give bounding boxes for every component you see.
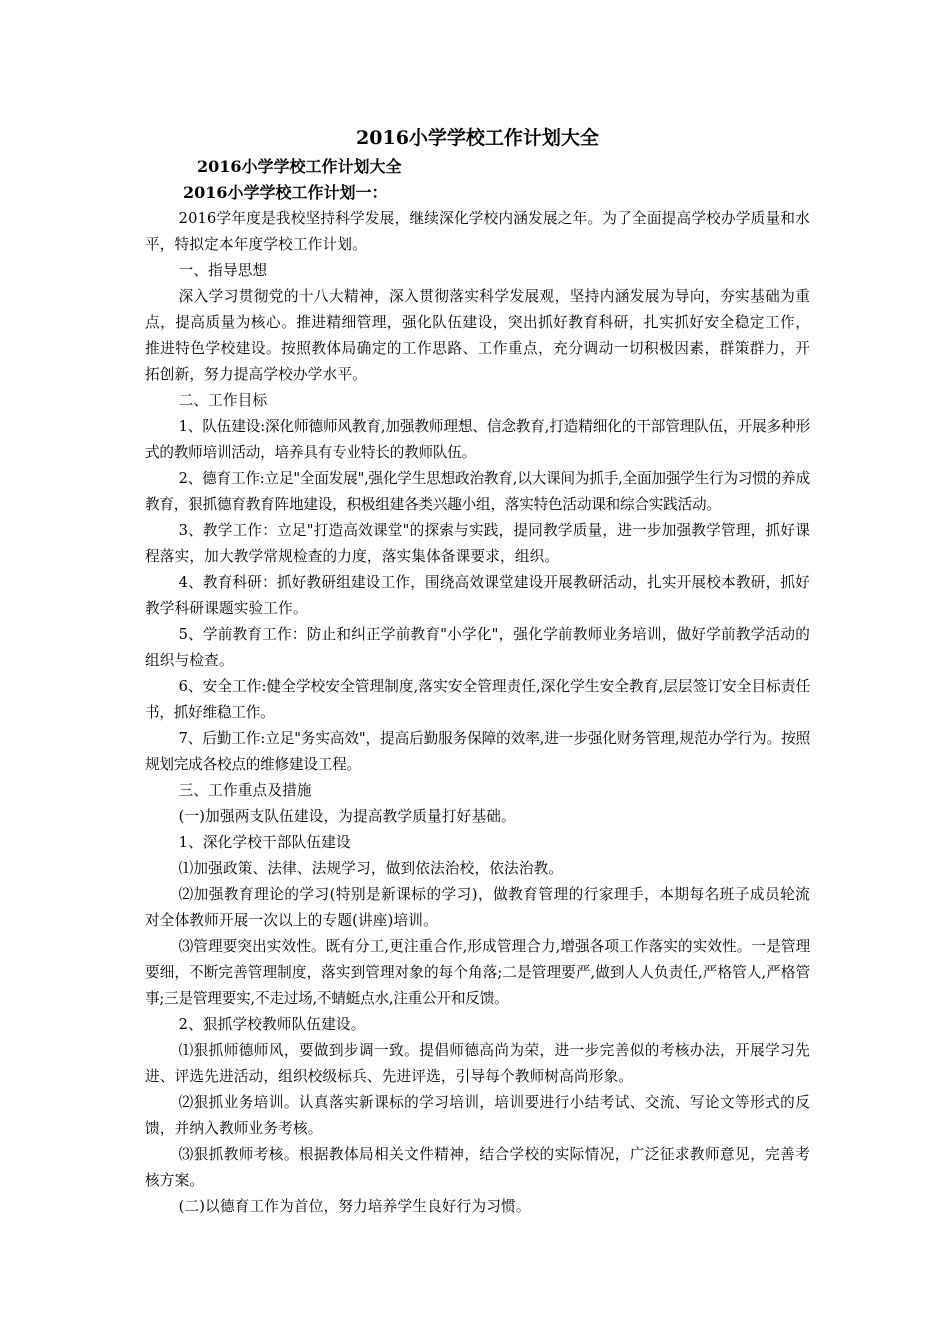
measure-subheading: 2、狠抓学校教师队伍建设。 xyxy=(178,1016,366,1033)
section-heading-goals: 二、工作目标 xyxy=(178,392,268,409)
goal-item: 3、教学工作：立足"打造高效课堂"的探索与实践，提同教学质量，进一步加强教学管理，抓好课程落实，加大教学常规检查的力度，落实集体备课要求，组织。 xyxy=(145,522,810,565)
goal-item: 2、德育工作:立足"全面发展",强化学生思想政治教育,以大课间为抓手,全面加强学生行为习惯的养成教育，狠抓德育教育阵地建设，积极组建各类兴趣小组，落实特色活动课和综合实践活动。 xyxy=(145,470,810,513)
paragraph-guiding: 深入学习贯彻党的十八大精神，深入贯彻落实科学发展观，坚持内涵发展为导向，夯实基础为重点，提高质量为核心。推进精细管理，强化队伍建设，突出抓好教育科研，扎实抓好安全稳定工作，推进特色学校建设。按照教体局确定的工作思路、工作重点，充分调动一切积极因素，群策群力，开拓创新，努力提高学校办学水平。 xyxy=(145,288,810,383)
document-subtitle: 2016小学学校工作计划大全 xyxy=(197,157,402,176)
measure-heading: (一)加强两支队伍建设，为提高教学质量打好基础。 xyxy=(178,808,516,825)
measure-item: ⑵加强教育理论的学习(特别是新课标的学习)，做教育管理的行家理手，本期每名班子成员轮流对全体教师开展一次以上的专题(讲座)培训。 xyxy=(145,886,810,929)
measure-subheading: 1、深化学校干部队伍建设 xyxy=(178,834,351,851)
measure-heading: (二)以德育工作为首位，努力培养学生良好行为习惯。 xyxy=(178,1198,531,1215)
document-title: 2016小学学校工作计划大全 xyxy=(356,127,599,149)
goal-item: 5、学前教育工作：防止和纠正学前教育"小学化"，强化学前教师业务培训，做好学前教学活动的组织与检查。 xyxy=(145,626,810,669)
measure-item: ⑵狠抓业务培训。认真落实新课标的学习培训，培训要进行小结考试、交流、写论文等形式的反馈，并纳入教师业务考核。 xyxy=(145,1094,810,1137)
plan-heading: 2016小学学校工作计划一： xyxy=(183,183,388,202)
paragraph-intro: 2016学年度是我校坚持科学发展，继续深化学校内涵发展之年。为了全面提高学校办学质量和水平，特拟定本年度学校工作计划。 xyxy=(145,210,810,253)
measure-item: ⑴狠抓师德师风，要做到步调一致。提倡师德高尚为荣，进一步完善似的考核办法，开展学习先进、评选先进活动，组织校级标兵、先进评选，引导每个教师树高尚形象。 xyxy=(145,1042,810,1085)
section-heading-measures: 三、工作重点及措施 xyxy=(178,782,312,799)
measure-item: ⑶管理要突出实效性。既有分工,更注重合作,形成管理合力,增强各项工作落实的实效性。一是管理要细，不断完善管理制度，落实到管理对象的每个角落;二是管理要严,做到人人负责任,严格管人,严格管事;三是管理要实,不走过场,不蜻蜓点水,注重公开和反馈。 xyxy=(145,938,810,1007)
section-heading-guiding: 一、指导思想 xyxy=(178,262,268,279)
goal-item: 4、教育科研：抓好教研组建设工作，围绕高效课堂建设开展教研活动，扎实开展校本教研，抓好教学科研课题实验工作。 xyxy=(145,574,810,617)
measure-item: ⑶狠抓教师考核。根据教体局相关文件精神，结合学校的实际情况，广泛征求教师意见，完善考核方案。 xyxy=(145,1146,810,1189)
goal-item: 7、后勤工作:立足"务实高效"，提高后勤服务保障的效率,进一步强化财务管理,规范办学行为。按照规划完成各校点的维修建设工程。 xyxy=(145,730,810,773)
document-body xyxy=(145,124,810,1220)
measure-item: ⑴加强政策、法律、法规学习，做到依法治校，依法治教。 xyxy=(178,860,564,877)
goal-item: 1、队伍建设:深化师德师风教育,加强教师理想、信念教育,打造精细化的干部管理队伍，开展多种形式的教师培训活动，培养具有专业特长的教师队伍。 xyxy=(145,418,810,461)
goal-item: 6、安全工作:健全学校安全管理制度,落实安全管理责任,深化学生安全教育,层层签订安全目标责任书，抓好维稳工作。 xyxy=(145,678,810,721)
